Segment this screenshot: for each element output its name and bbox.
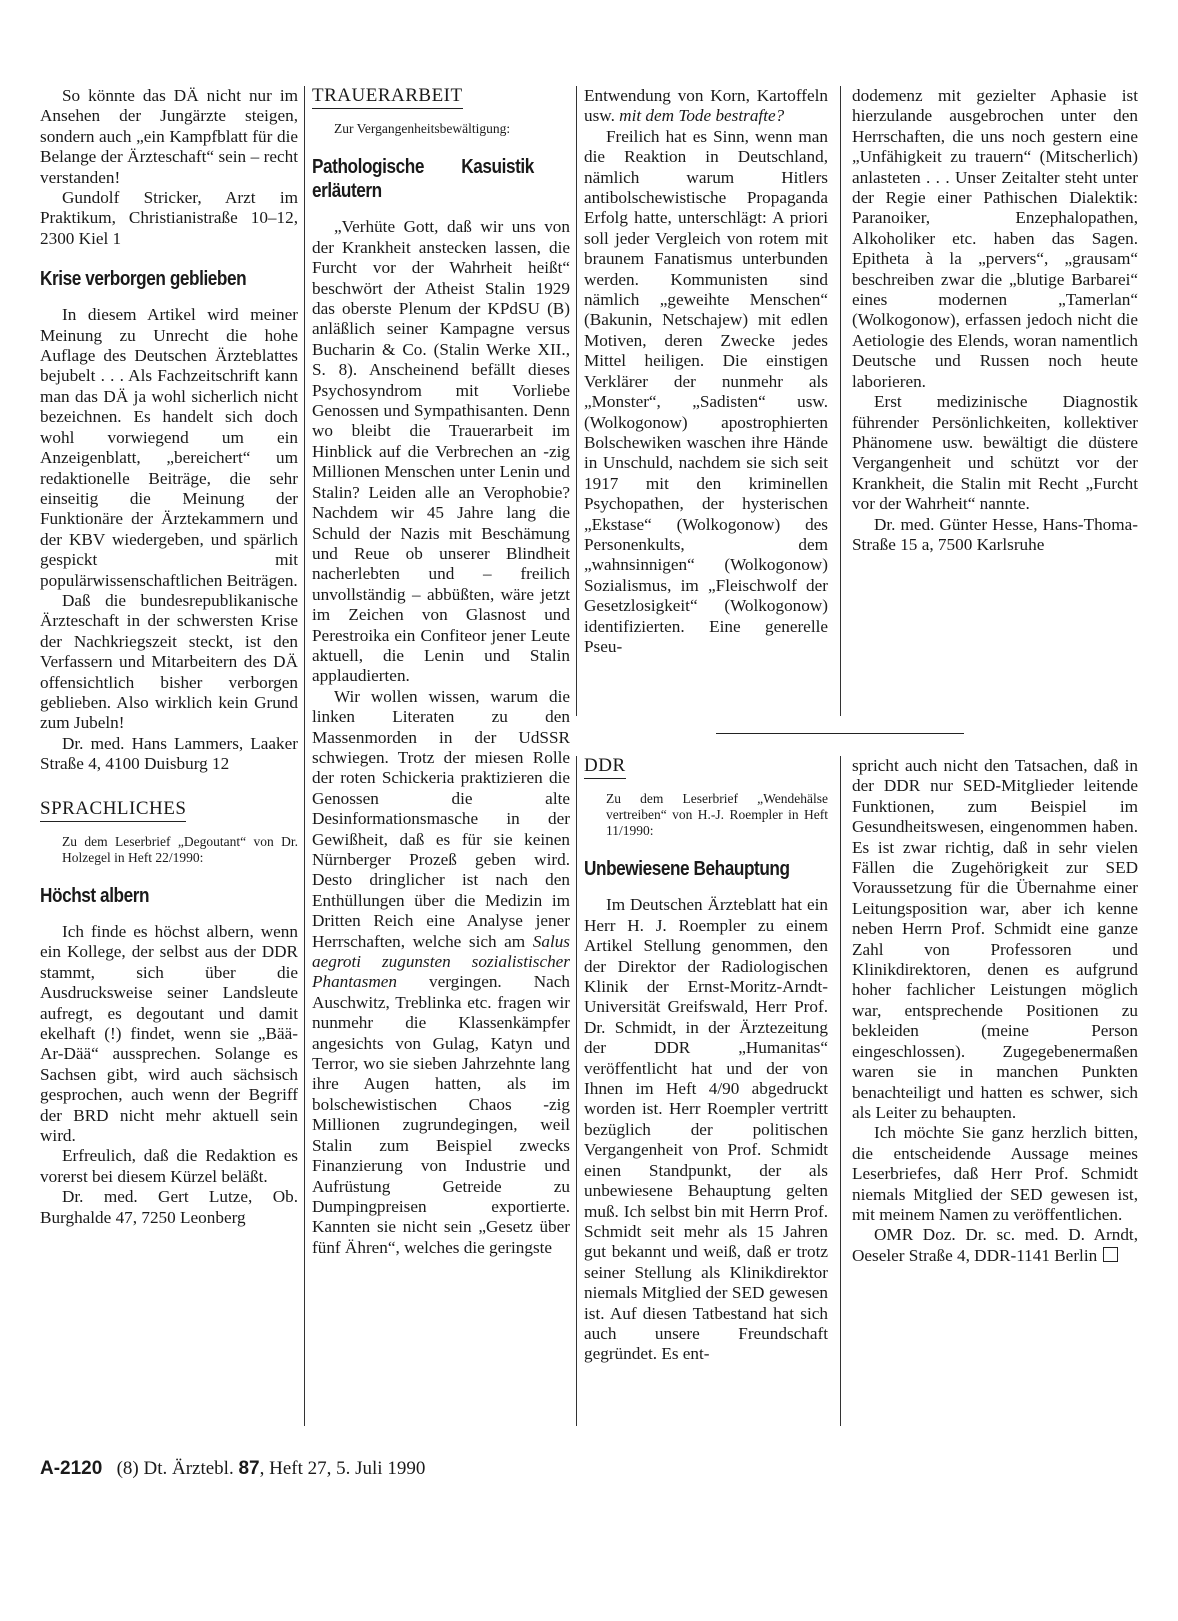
page-footer (40, 1458, 425, 1480)
letter-paragraph: Daß die bundesrepublikanische Ärzteschaft in der schwersten Krise der Nachkriegszeit steckt, ist den Verfassern und Mitarbeitern des DÄ offensichtlich bisher verborgen geblieben. Also wirklich kein Grund zum Jubeln! (40, 590, 298, 733)
letter-paragraph (312, 687, 570, 1258)
text-run: Wir wollen wissen, warum die linken Literaten zu den Massenmorden in der UdSSR schwiegen. Trotz der miesen Rolle der roten Schickeria praktizieren die Genossen die alte Desinformationsmasche in der Gewißheit, daß es für sie keinen Nürnberger Prozeß geben wird. Desto dringlicher ist nach den Enthüllungen über die Medizin im Dritten Reich eine Analyse jener Herrschaften, welche sich am (312, 686, 570, 951)
headline: Pathologische Kasuistik erläutern (312, 156, 534, 203)
letter-paragraph: dodemenz mit gezielter Aphasie ist hierzulande ausgebrochen unter den Herrschaften, die uns noch gestern eine „Unfähigkeit zu trauern“ (Mitscherlich) anlasteten . . . Unser Zeitalter steht unter der Regie einer Pathischen Dialektik: Paranoiker, Enzephalopathen, Alkoholiker etc. haben das Sagen. Epitheta à la „pervers“, „grausam“ beschreiben zwar die „blutige Barbarei“ eines modernen „Tamerlan“ (Wolkogonow), erfassen jedoch nicht die Aetiologie des Elends, woran namentlich Deutsche und Russen noch heute laborieren. (852, 86, 1138, 391)
column-4-lower (852, 756, 1138, 1266)
letter-paragraph: Freilich hat es Sinn, wenn man die Reaktion in Deutschland, nämlich warum Hitlers antibolschewistische Propaganda Erfolg hatte, unterschlägt: A priori soll jeder Vergleich von rotem mit braunem Fanatismus unterbunden werden. Kommunisten sind nämlich „geweihte Menschen“ (Bakunin, Netschajew) mit edlen Motiven, deren Zwecke jedes Mittel heiligen. Die einstigen Verklärer der nunmehr als „Monster“, „Sadisten“ usw. (Wolkogonow) apostrophierten Bolschewiken waschen ihre Hände in Unschuld, nachdem sie sich seit 1917 mit den kriminellen Psychopathen, der hysterischen „Ekstase“ (Wolkogonow) des Personenkults, dem „wahnsinnigen“ (Wolkogonow) Sozialismus, im „Fleischwolf der Gesetzlosigkeit“ (Wolkogonow) identifizierten. Eine generelle Pseu- (584, 126, 828, 656)
letter-intro: Zu dem Leserbrief „Degoutant“ von Dr. Holzegel in Heft 22/1990: (62, 834, 298, 865)
column-rule-1 (304, 86, 305, 1426)
letter-paragraph: Erfreulich, daß die Redaktion es vorerst bei diesem Kürzel beläßt. (40, 1146, 298, 1186)
text-run: vergingen. Nach Auschwitz, Treblinka etc. fragen wir nunmehr die Klassenkämpfer angesichts von Gulag, Katyn und Terror, wo sie sieben Jahrzehnte lang ihre Augen hatten, als im bolschewistischen Chaos -zig Millionen zugrundegingen, weil Stalin zum Beispiel zwecks Finanzierung von Industrie und Aufrüstung Getreide zu Dumpingpreisen exportierte. Kannten sie nicht sein „Gesetz über fünf Ähren“, welches die geringste (312, 972, 570, 1257)
letter-intro: Zu dem Leserbrief „Wendehälse vertreiben“ von H.-J. Roempler in Heft 11/1990: (606, 791, 828, 839)
letter-paragraph: „Verhüte Gott, daß wir uns von der Krankheit anstecken lassen, die Furcht vor der Wahrheit heißt“ beschwört der Atheist Stalin 1929 das oberste Plenum der KPdSU (B) anläßlich seiner Kampagne versus Bucharin & Co. (Stalin Werke XII., S. 8). Anscheinend befällt dieses Psychosyndrom mit Vorliebe Genossen und Sympathisanten. Denn wo bleibt die Trauerarbeit im Hinblick auf die Verbrechen an -zig Millionen Menschen unter Lenin und Stalin? Leiden alle an Verophobie? Nachdem wir 45 Jahre lang die Schuld der Nazis mit Beschämung und Reue ob unserer Blindheit nacherlebten und – freilich unvollständig – abbüßten, wäre jetzt im Zeichen von Glasnost und Perestroika ein Confiteor jener Leute aktuell, die Lenin und Stalin applaudierten. (312, 217, 570, 686)
column-2 (312, 86, 570, 1258)
column-1 (40, 86, 298, 1228)
column-4 (852, 86, 1138, 555)
section-title: SPRACHLICHES (40, 799, 186, 822)
headline: Unbewiesene Behauptung (584, 858, 790, 881)
letter-paragraph: Ich möchte Sie ganz herzlich bitten, die entscheidende Aussage meines Leserbriefes, daß Herr Prof. Schmidt niemals Mitglied der SED gewesen ist, mit meinem Namen zu veröffentlichen. (852, 1123, 1138, 1224)
italic-phrase: Salus aegroti zugunsten sozialistischer Phantasmen (312, 931, 570, 992)
italic-phrase: mit dem Tode bestrafte? (619, 106, 785, 126)
signature-text: OMR Doz. Dr. sc. med. D. Arndt, Oeseler Straße 4, DDR-1141 Berlin (852, 1225, 1138, 1265)
page-number: A-2120 (40, 1458, 103, 1479)
section-title: TRAUERARBEIT (312, 86, 463, 109)
issue-date: , Heft 27, 5. Juli 1990 (259, 1458, 426, 1479)
end-of-article-icon (1103, 1247, 1118, 1262)
column-3 (584, 86, 828, 657)
letter-paragraph: Erst medizinische Diagnostik führender Persönlichkeiten, kollektiver Phänomene usw. bewältigt die düstere Vergangenheit und schützt vor der Krankheit, die Stalin mit Recht „Furcht vor der Wahrheit“ nannte. (852, 392, 1138, 514)
letter-paragraph (584, 86, 828, 127)
letter-intro: Zur Vergangenheitsbewältigung: (334, 121, 511, 137)
section-title: DDR (584, 756, 626, 779)
headline: Krise verborgen geblieben (40, 268, 247, 291)
letter-paragraph: In diesem Artikel wird meiner Meinung zu Unrecht die hohe Auflage des Deutschen Ärzteblattes bejubelt . . . Als Fachzeitschrift kann man das DÄ ja wohl sicherlich nicht bezeichnen. Es handelt sich doch wohl vorwiegend um ein Anzeigenblatt, „bereichert“ um redaktionelle Beiträge, die sehr einseitig die Meinung der Funktionäre der Ärztekammern und der KBV wiedergeben, und spärlich gespickt mit populärwissenschaftlichen Beiträgen. (40, 305, 298, 590)
letter-signature: Dr. med. Günter Hesse, Hans-Thoma-Straße 15 a, 7500 Karlsruhe (852, 514, 1138, 554)
letter-paragraph: So könnte das DÄ nicht nur im Ansehen der Jungärzte steigen, sondern auch „ein Kampfblatt für die Belange der Ärzteschaft“ sein – recht verstanden! (40, 86, 298, 187)
section-divider (716, 733, 964, 734)
letter-signature (852, 1225, 1138, 1266)
letter-signature: Dr. med. Gert Lutze, Ob. Burghalde 47, 7250 Leonberg (40, 1187, 298, 1227)
column-rule-5 (840, 756, 841, 1426)
letter-paragraph: Ich finde es höchst albern, wenn ein Kollege, der selbst aus der DDR stammt, sich über die Ausdrucksweise seiner Landsleute aufregt, es degoutant und damit ekelhaft (!) findet, wenn sie „Bää-Ar-Dää“ aussprechen. Solange es Sachsen gibt, wird auch sächsisch gesprochen, auch wenn der Begriff der BRD nicht mehr aktuell sein wird. (40, 922, 298, 1146)
letter-paragraph: Im Deutschen Ärzteblatt hat ein Herr H. J. Roempler zu einem Artikel Stellung genommen, den der Direktor der Radiologischen Klinik der Ernst-Moritz-Arndt-Universität Greifswald, Herr Prof. Dr. Schmidt, in der Ärztezeitung der DDR „Humanitas“ veröffentlicht hat und der von Ihnen im Heft 4/90 abgedruckt worden ist. Herr Roempler vertritt bezüglich der politischen Vergangenheit von Prof. Schmidt einen Standpunkt, der als unbewiesene Behauptung gelten muß. Ich selbst bin mit Herrn Prof. Schmidt seit mehr als 15 Jahren gut bekannt und weiß, daß er trotz seiner Stellung als Klinikdirektor niemals Mitglied der SED gewesen ist. Auf diesen Tatbestand hat sich auch unsere Freundschaft gegründet. Es ent- (584, 895, 828, 1364)
letter-paragraph: spricht auch nicht den Tatsachen, daß in der DDR nur SED-Mitglieder leitende Funktionen, zum Beispiel im Gesundheitswesen, eingenommen haben. Es ist zwar richtig, daß in sehr vielen Fällen die Zugehörigkeit zur SED Voraussetzung für die Übernahme einer Leitungsposition war, aber ich kenne neben Herrn Prof. Schmidt eine ganze Zahl von Professoren und Klinikdirektoren, denen es aufgrund hoher fachlicher Leistungen möglich war, entsprechende Positionen zu bekleiden (meine Person eingeschlossen). Zugegebenermaßen waren sie in manchen Punkten benachteiligt und hatten es schwer, sich als Leiter zu behaupten. (852, 756, 1138, 1122)
text-run: Entwendung von Korn, Kartoffeln usw. (584, 86, 828, 126)
letter-signature: Dr. med. Hans Lammers, Laaker Straße 4, 4100 Duisburg 12 (40, 733, 298, 774)
column-rule-4 (840, 86, 841, 716)
journal-name: (8) Dt. Ärztebl. (116, 1458, 234, 1479)
letter-signature: Gundolf Stricker, Arzt im Praktikum, Christianistraße 10–12, 2300 Kiel 1 (40, 188, 298, 248)
volume-number: 87 (238, 1458, 260, 1479)
column-rule-2 (576, 86, 577, 716)
headline: Höchst albern (40, 885, 150, 907)
column-3-lower (584, 756, 828, 1365)
column-rule-3 (576, 756, 577, 1426)
